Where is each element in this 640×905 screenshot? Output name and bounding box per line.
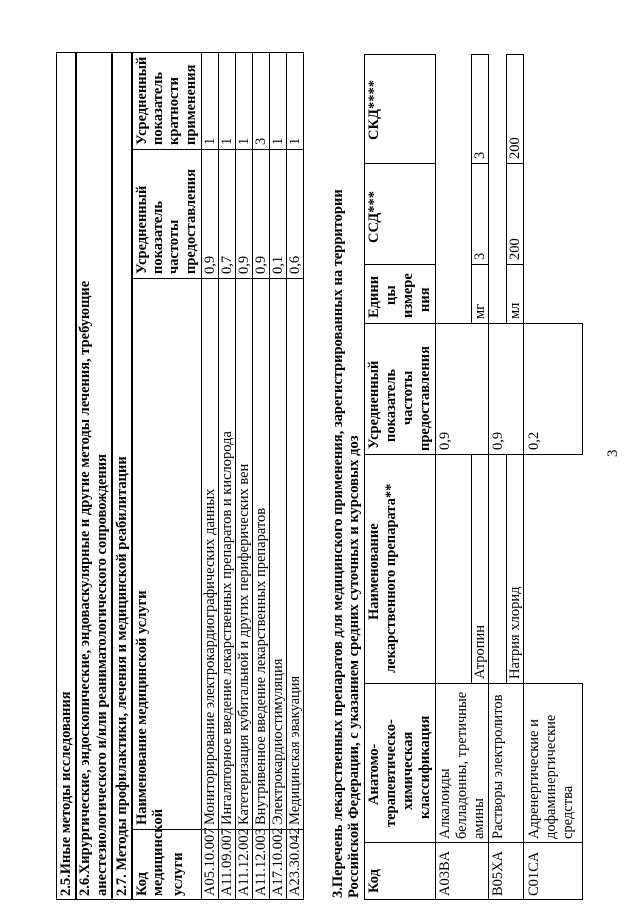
t2-header-drug-l2: лекарственного препарата** xyxy=(383,483,399,673)
t1-row5-name: Электрокардиостимуляция xyxy=(270,658,286,825)
t1-header-mult-l1: Усредненный xyxy=(134,56,150,145)
t1-row6-freq: 0,6 xyxy=(287,255,303,274)
t1-row6-name: Медицинская эвакуация xyxy=(287,675,303,825)
t2-row3-atc-l2: дофаминергические xyxy=(543,714,559,839)
t1-header-freq-l1: Усредненный xyxy=(134,185,150,274)
t2-row1-drug: Атропин xyxy=(472,624,488,679)
t2-header-unit-l1: Едини xyxy=(366,275,382,318)
t1-row4-mult: 3 xyxy=(253,137,269,145)
section-2-6-heading-line1: 2.6.Хирургические, эндоскопические, эндоваскулярные и другие методы лечения, требующие xyxy=(77,280,93,896)
t1-row5-mult: 1 xyxy=(270,137,286,145)
t1-row-mult-cell xyxy=(286,52,304,150)
t1-row6-mult: 1 xyxy=(287,137,303,145)
t2-header-unit-l2: цы xyxy=(383,285,399,305)
t1-row2-mult: 1 xyxy=(219,137,235,145)
t1-row4-code: A11.12.003 xyxy=(253,828,269,896)
t1-header-mult-l4: применения xyxy=(183,64,199,145)
t2-header-ssd: ССД*** xyxy=(366,191,382,243)
t1-header-mult-l3: кратности xyxy=(166,77,182,145)
t2-row3-code: C01CA xyxy=(526,851,542,896)
t1-header-code-l3: услуги xyxy=(170,852,186,896)
t2-row3-freq: 0,2 xyxy=(526,431,542,450)
t2-row1-code: A03BA xyxy=(437,850,453,896)
t1-row6-code: A23.30.042 xyxy=(287,827,303,896)
t1-row4-name: Внутривенное введение лекарственных препаратов xyxy=(253,507,269,825)
t2-header-atc-l4: классификация xyxy=(417,715,433,819)
t2-header-atc-l3: химическая xyxy=(400,731,416,810)
page-number: 3 xyxy=(605,449,621,457)
t1-row4-freq: 0,9 xyxy=(253,255,269,274)
t2-row2-code: B05XA xyxy=(490,850,506,896)
section-3-heading-line2: Российской Федерации, с указанием средних суточных и курсовых доз xyxy=(346,435,362,898)
t1-row2-code: A11.09.007 xyxy=(219,828,235,896)
t2-row1-atc-l3: амины xyxy=(471,798,487,839)
t1-row1-freq: 0,9 xyxy=(202,255,218,274)
section-2-7-heading: 2.7. Методы профилактики, лечения и медицинской реабилитации xyxy=(114,456,130,896)
t2-row2-unit: мл xyxy=(507,302,523,319)
t2-row2-skd: 200 xyxy=(507,137,523,159)
t1-row-mult-cell xyxy=(218,52,236,150)
t1-row-mult-cell xyxy=(201,52,219,150)
t1-row1-mult: 1 xyxy=(202,137,218,145)
t1-header-mult-l2: показатель xyxy=(150,71,166,145)
t2-header-freq-l1: Усредненный xyxy=(366,360,382,449)
t2-header-atc-l2: терапевтическо- xyxy=(383,719,399,827)
t2-row-skd-cell xyxy=(471,54,489,164)
t2-row1-ssd: 3 xyxy=(472,252,488,260)
t1-row3-code: A11.12.002 xyxy=(236,828,252,896)
t1-row1-name: Мониторирование электрокардиографических данных xyxy=(202,488,218,825)
t1-row3-name: Катетеризация кубитальной и других периферических вен xyxy=(236,463,252,825)
t1-header-freq-l4: предоставления xyxy=(183,169,199,274)
t2-row1-skd: 3 xyxy=(472,151,488,159)
t2-row2-ssd: 200 xyxy=(507,238,523,260)
t2-header-freq-l2: показатель xyxy=(383,368,399,442)
t2-row2-freq: 0,9 xyxy=(490,431,506,450)
t2-header-unit-l3: измере xyxy=(400,273,416,318)
section-3-heading-line1: 3.Перечень лекарственных препаратов для медицинского применения, зарегистрированных на территории xyxy=(330,189,346,898)
t1-row-mult-cell xyxy=(269,52,287,150)
t1-header-freq-l3: частоты xyxy=(166,219,182,274)
t1-row2-freq: 0,7 xyxy=(219,255,235,274)
t1-row5-code: A17.10.002 xyxy=(270,827,286,896)
t2-row1-freq: 0,9 xyxy=(437,431,453,450)
t2-row3-atc-l1: Адренергические и xyxy=(526,719,542,839)
t2-row-ssd-cell xyxy=(471,163,489,265)
t1-header-name: Наименование медицинской услуги xyxy=(134,590,150,825)
t2-row1-atc-l1: Алкалоиды xyxy=(437,768,453,839)
section-2-5-heading: 2.5.Иные методы исследования xyxy=(58,691,74,896)
t1-header-code-l2: медицинской xyxy=(150,808,166,896)
t1-row-mult-cell xyxy=(235,52,253,150)
t2-header-freq-l4: предоставления xyxy=(417,346,433,451)
t1-row1-code: A05.10.007 xyxy=(202,827,218,896)
t1-header-freq-l2: показатель xyxy=(150,200,166,274)
t1-row5-freq: 0,1 xyxy=(270,255,286,274)
t2-header-unit-l4: ния xyxy=(417,287,433,312)
t2-header-freq-l3: частоты xyxy=(400,370,416,425)
t1-header-code-l1: Код xyxy=(134,872,150,896)
t1-row-mult-cell xyxy=(252,52,270,150)
t2-row1-atc-l2: белладонны, третичные xyxy=(454,691,470,839)
t2-row1-unit: мг xyxy=(472,303,488,319)
t2-header-drug-l1: Наименование xyxy=(366,523,382,620)
t2-row2-drug: Натрия хлорид xyxy=(507,586,523,679)
t2-row3-atc-l3: средства xyxy=(560,785,576,839)
section-2-6-heading-line2: анестезиологического и/или реаниматологического сопровождения xyxy=(94,454,110,896)
t2-row2-atc-l1: Растворы электролитов xyxy=(490,694,506,839)
t1-row3-mult: 1 xyxy=(236,137,252,145)
t2-header-atc-l1: Анатомо- xyxy=(366,743,382,805)
t1-row3-freq: 0,9 xyxy=(236,255,252,274)
t2-header-code: Код xyxy=(366,869,382,893)
t2-header-skd: СКД**** xyxy=(366,80,382,140)
t1-row2-name: Ингаляторное введение лекарственных препаратов и кислорода xyxy=(219,431,235,825)
